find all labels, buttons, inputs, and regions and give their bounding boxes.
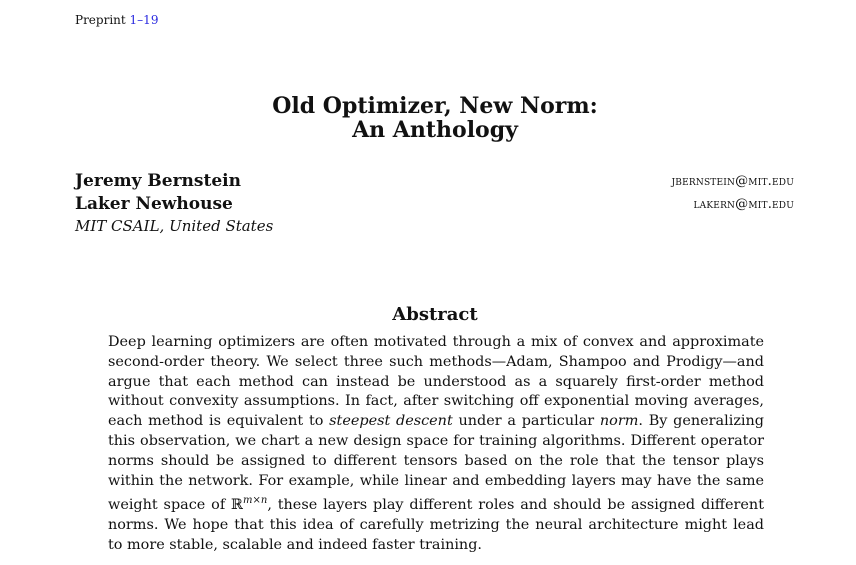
preprint-label: Preprint	[75, 13, 126, 27]
abstract-emphasis: norm	[599, 413, 639, 430]
paper-title	[0, 94, 856, 142]
math-superscript: m×n	[243, 495, 268, 507]
math-real-space: ℝ	[231, 497, 243, 514]
preprint-header	[75, 12, 158, 28]
abstract-heading: Abstract	[392, 304, 478, 325]
abstract-segment: under a particular	[452, 413, 600, 430]
author-email-2[interactable]: lakern@mit.edu	[693, 197, 794, 212]
author-name-1: Jeremy Bernstein	[75, 171, 241, 191]
title-line-1: Old Optimizer, New Norm:	[272, 93, 598, 119]
author-affiliation: MIT CSAIL, United States	[75, 217, 274, 235]
abstract-emphasis: steepest descent	[329, 413, 453, 430]
abstract-segment: , these layers play different roles and should be assigned different norms. We hope that this idea of carefully metrizing the neural architecture might lead to more stable, scalable and indeed faster training.	[108, 497, 764, 553]
author-name-2: Laker Newhouse	[75, 194, 233, 214]
abstract-segment: . By generalizing this observation, we chart a new design space for training algorithms. Different operator norms should be assigned to different tensors based on the role that the tensor plays within the network. For example, while linear and embedding layers may have the same weight space of	[108, 413, 764, 514]
page-range-link[interactable]: 1–19	[129, 13, 159, 27]
author-email-1[interactable]: jbernstein@mit.edu	[671, 174, 794, 189]
abstract-text	[108, 333, 764, 556]
title-line-2: An Anthology	[352, 117, 518, 143]
abstract-segment: Deep learning optimizers are often motivated through a mix of convex and approximate second-order theory. We select three such methods—Adam, Shampoo and Prodigy—and argue that each method can instead be understood as a squarely first-order method without convexity assumptions. In fact, after switching off exponential moving averages, each method is equivalent to	[108, 334, 764, 430]
